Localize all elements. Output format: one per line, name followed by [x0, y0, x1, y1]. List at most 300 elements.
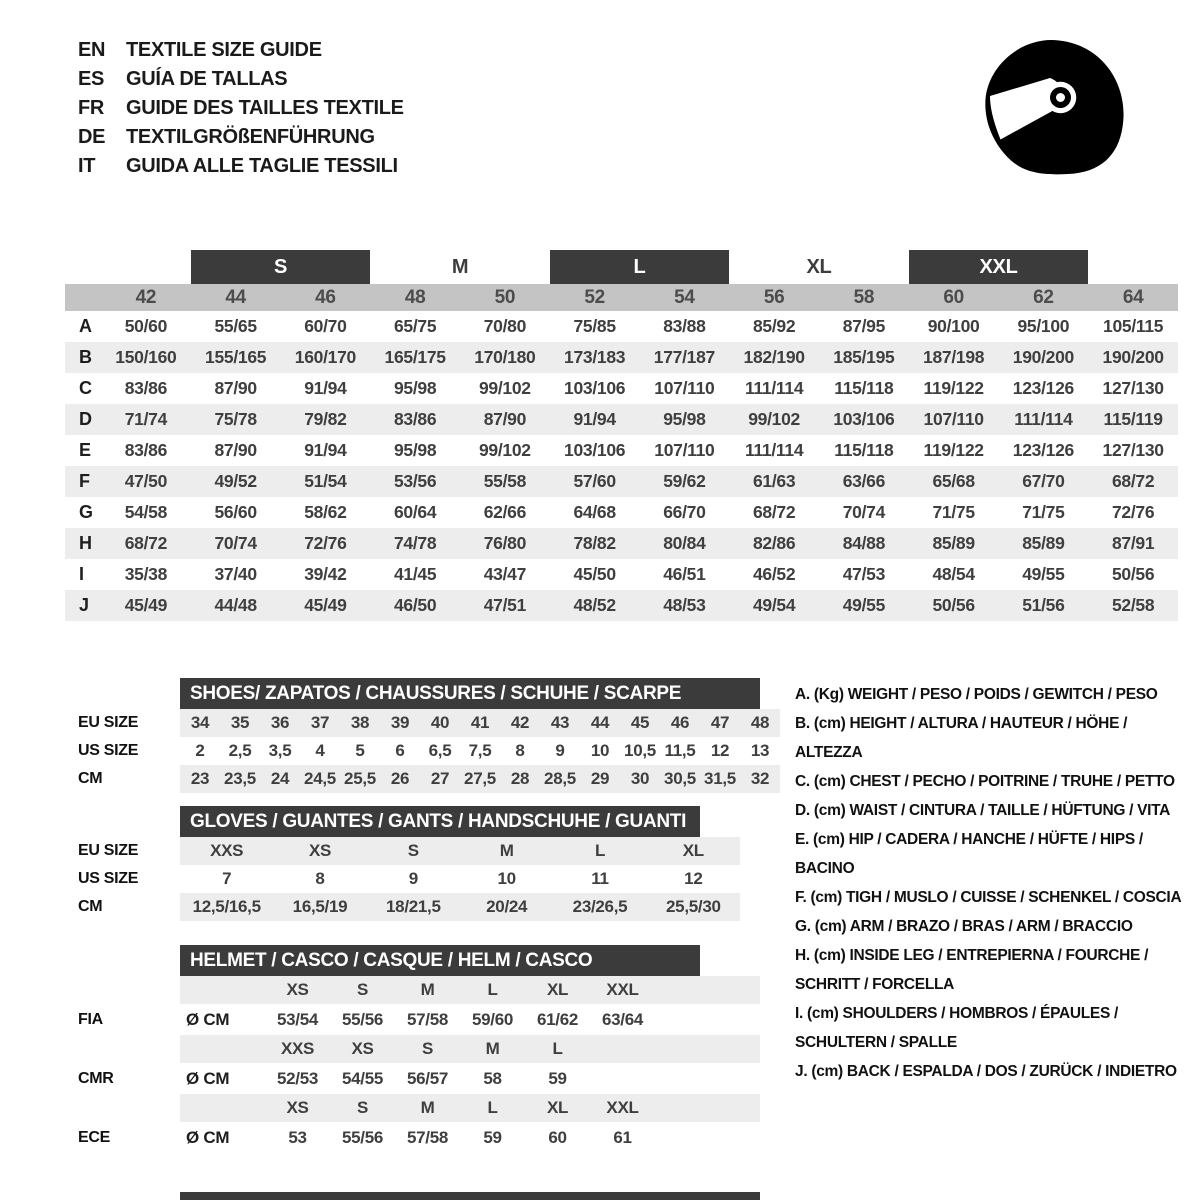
size-value-cell: 51/56 [1022, 595, 1065, 615]
shoes-eu-size: 45 [630, 713, 650, 732]
numeric-size: 42 [135, 286, 157, 308]
size-value-cell: 87/90 [214, 440, 257, 460]
size-value-cell: 60/64 [393, 502, 437, 522]
shoes-eu-size: 38 [350, 713, 370, 732]
helmet-size-label: M [485, 1039, 500, 1058]
size-value-cell: 65/68 [932, 471, 975, 491]
size-table-row [65, 590, 1178, 621]
size-value-cell: 71/74 [124, 409, 168, 429]
helmet-section [78, 945, 760, 1153]
size-value-cell: 71/75 [932, 502, 975, 522]
helmet-rows [78, 976, 760, 1153]
shoes-us-size: 5 [355, 741, 365, 760]
gloves-us-size: 7 [222, 869, 232, 888]
size-value-cell: 44/48 [214, 595, 257, 615]
helmet-value-cell: 59 [483, 1127, 502, 1147]
size-value-cell: 70/80 [483, 316, 527, 336]
shoes-eu-size: 46 [670, 713, 690, 732]
size-value-cell: 49/54 [752, 595, 796, 615]
helmet-value-cell: 59 [548, 1068, 567, 1088]
shoes-cm-value: 24,5 [304, 769, 336, 788]
size-value-cell: 91/94 [304, 378, 347, 398]
size-value-cell: 41/45 [393, 564, 437, 584]
helmet-size-label: S [356, 980, 369, 999]
size-table-row [65, 342, 1178, 373]
size-value-cell: 72/76 [1111, 502, 1155, 522]
shoes-eu-size: 39 [390, 713, 410, 732]
helmet-size-label: XL [546, 980, 569, 999]
shoes-us-size: 8 [515, 741, 525, 760]
row-letter: B [79, 347, 92, 367]
size-value-cell: 90/100 [927, 316, 980, 336]
helmet-values-grid [180, 1004, 760, 1035]
size-value-cell: 65/75 [393, 316, 437, 336]
size-value-cell: 155/165 [205, 347, 267, 367]
size-value-cell: 87/90 [483, 409, 527, 429]
size-value-cell: 46/52 [752, 564, 796, 584]
gloves-title-bar: GLOVES / GUANTES / GANTS / HANDSCHUHE / GUANTI [180, 806, 700, 837]
size-value-cell: 115/119 [1103, 409, 1163, 429]
size-value-cell: 47/50 [124, 471, 168, 491]
legend-item: J. (cm) BACK / ESPALDA / DOS / ZURÜCK / INDIETRO [795, 1063, 1177, 1080]
spacer [78, 1035, 180, 1063]
shoes-us-size: 10 [590, 741, 610, 760]
gloves-cm-value: 16,5/19 [292, 897, 348, 916]
lang-title: GUIDE DES TAILLES TEXTILE [126, 97, 404, 119]
helmet-values-grid [180, 1122, 760, 1153]
gloves-eu-row [78, 837, 740, 865]
size-value-cell: 49/52 [214, 471, 257, 491]
helmet-size-label: L [487, 980, 498, 999]
size-table-row [65, 373, 1178, 404]
shoes-eu-label: EU SIZE [78, 714, 139, 731]
size-value-cell: 55/58 [483, 471, 527, 491]
shoes-cm-value: 28 [510, 769, 530, 788]
size-value-cell: 115/118 [834, 440, 894, 460]
helmet-size-label: M [420, 980, 435, 999]
helmet-value-cell: 60 [548, 1127, 567, 1147]
lang-row-en [78, 36, 404, 65]
shoes-cm-row [78, 765, 780, 793]
size-value-cell: 51/54 [304, 471, 347, 491]
size-value-cell: 47/51 [483, 595, 527, 615]
helmet-sizes-grid [180, 1035, 760, 1063]
size-value-cell: 78/82 [573, 533, 616, 553]
size-value-cell: 119/122 [923, 378, 984, 398]
size-value-cell: 43/47 [483, 564, 527, 584]
size-value-cell: 67/70 [1022, 471, 1065, 491]
size-value-cell: 127/130 [1102, 440, 1164, 460]
shoes-eu-size: 40 [430, 713, 450, 732]
size-value-cell: 83/88 [663, 316, 706, 336]
helmet-sizes-grid [180, 976, 760, 1004]
size-value-cell: 68/72 [124, 533, 168, 553]
size-value-cell: 50/60 [124, 316, 168, 336]
size-value-cell: 119/122 [923, 440, 984, 460]
helmet-size-label: M [420, 1098, 435, 1117]
size-value-cell: 165/175 [384, 347, 446, 367]
size-value-cell: 50/56 [1111, 564, 1155, 584]
helmet-values-row [78, 1004, 760, 1035]
size-value-cell: 111/114 [744, 378, 804, 398]
size-value-cell: 49/55 [1022, 564, 1065, 584]
helmet-title-bar: HELMET / CASCO / CASQUE / HELM / CASCO [180, 945, 700, 976]
size-value-cell: 68/72 [1111, 471, 1155, 491]
helmet-value-cell: 59/60 [471, 1009, 514, 1029]
size-value-cell: 61/63 [752, 471, 796, 491]
gloves-us-row [78, 865, 740, 893]
legend-item: E. (cm) HIP / CADERA / HANCHE / HÜFTE / HIPS / BACINO [795, 831, 1143, 877]
size-value-cell: 187/198 [923, 347, 985, 367]
shoes-us-size: 11,5 [664, 741, 696, 760]
shoes-cm-value: 27,5 [464, 769, 496, 788]
size-value-cell: 123/126 [1012, 378, 1074, 398]
size-value-cell: 87/95 [842, 316, 886, 336]
size-value-cell: 87/91 [1111, 533, 1155, 553]
shoes-eu-size: 42 [510, 713, 530, 732]
spacer [78, 1094, 180, 1122]
helmet-value-cell: 55/56 [341, 1009, 384, 1029]
numeric-size: 48 [404, 286, 426, 308]
size-band-s: S [191, 250, 371, 284]
size-value-cell: 74/78 [393, 533, 437, 553]
size-value-cell: 39/42 [304, 564, 347, 584]
size-value-cell: 46/51 [663, 564, 706, 584]
numeric-size: 54 [674, 286, 695, 308]
gloves-cm-value: 23/26,5 [572, 897, 628, 916]
standard-label-fia: FIA [78, 1010, 103, 1028]
size-table-row [65, 404, 1178, 435]
helmet-size-label: L [487, 1098, 498, 1117]
size-value-cell: 85/89 [1022, 533, 1065, 553]
spacer [78, 806, 180, 837]
size-value-cell: 58/62 [304, 502, 347, 522]
spacer [78, 678, 180, 709]
size-band-m: M [451, 255, 469, 278]
size-value-cell: 95/98 [393, 378, 437, 398]
size-value-cell: 45/49 [124, 595, 168, 615]
size-value-cell: 64/68 [573, 502, 616, 522]
size-value-cell: 52/58 [1111, 595, 1155, 615]
lang-row-de [78, 123, 404, 152]
size-value-cell: 150/160 [115, 347, 177, 367]
helmet-sizes-grid [180, 1094, 760, 1122]
size-value-cell: 56/60 [214, 502, 257, 522]
helmet-values-row [78, 1063, 760, 1094]
size-value-cell: 85/92 [752, 316, 796, 336]
lang-row-es [78, 65, 404, 94]
shoes-us-size: 10,5 [624, 741, 656, 760]
shoes-cm-label: CM [78, 770, 103, 787]
gloves-eu-size: XS [308, 841, 332, 860]
size-value-cell: 57/60 [573, 471, 616, 491]
helmet-size-label: L [552, 1039, 563, 1058]
row-letter: F [79, 471, 90, 491]
row-letter: A [79, 316, 92, 336]
size-value-cell: 182/190 [743, 347, 805, 367]
numeric-size: 60 [943, 286, 964, 308]
helmet-size-label: XS [286, 980, 309, 999]
numeric-size: 56 [763, 286, 785, 308]
size-value-cell: 76/80 [483, 533, 527, 553]
size-value-cell: 48/54 [932, 564, 975, 584]
size-value-cell: 49/55 [842, 595, 886, 615]
standard-label-cmr: CMR [78, 1069, 114, 1087]
size-value-cell: 107/110 [654, 378, 715, 398]
size-value-cell: 99/102 [479, 440, 531, 460]
size-value-cell: 99/102 [748, 409, 800, 429]
row-letter: H [79, 533, 92, 553]
gloves-us-size: 9 [408, 869, 418, 888]
helmet-size-label: XL [546, 1098, 569, 1117]
shoes-eu-size: 35 [230, 713, 250, 732]
gloves-header-row [78, 806, 740, 837]
spacer [78, 945, 180, 976]
numeric-sizes-bar [65, 284, 1178, 311]
lang-code: EN [78, 39, 106, 61]
shoes-us-size: 3,5 [268, 741, 292, 760]
size-value-cell: 55/65 [214, 316, 257, 336]
size-value-cell: 79/82 [304, 409, 347, 429]
standard-label-ece: ECE [78, 1128, 110, 1146]
size-table-row [65, 559, 1178, 590]
size-value-cell: 72/76 [304, 533, 347, 553]
size-value-cell: 66/70 [663, 502, 706, 522]
size-value-cell: 91/94 [573, 409, 616, 429]
shoes-cm-value: 26 [390, 769, 410, 788]
shoes-us-size: 2 [195, 741, 205, 760]
helmet-value-cell: 57/58 [406, 1009, 449, 1029]
racing-helmet-icon [972, 28, 1137, 193]
numeric-size: 44 [225, 286, 246, 308]
shoes-cm-value: 27 [430, 769, 450, 788]
helmet-value-cell: 52/53 [276, 1068, 319, 1088]
size-value-cell: 87/90 [214, 378, 257, 398]
shoes-us-size: 12 [710, 741, 730, 760]
gloves-us-size: 8 [315, 869, 325, 888]
shoes-eu-size: 48 [750, 713, 770, 732]
shoes-cm-value: 30 [630, 769, 650, 788]
shoes-us-size: 9 [555, 741, 565, 760]
shoes-cm-value: 23 [190, 769, 210, 788]
shoes-eu-size: 36 [270, 713, 290, 732]
numeric-size: 64 [1122, 286, 1144, 308]
size-value-cell: 37/40 [214, 564, 257, 584]
main-table-rows [65, 311, 1178, 621]
size-value-cell: 45/50 [573, 564, 616, 584]
gloves-us-size: 12 [684, 869, 703, 888]
size-value-cell: 95/98 [663, 409, 706, 429]
size-value-cell: 71/75 [1022, 502, 1065, 522]
size-value-cell: 85/89 [932, 533, 975, 553]
shoes-cm-value: 24 [270, 769, 290, 788]
shoes-cm-value: 25,5 [344, 769, 376, 788]
row-letter: E [79, 440, 91, 460]
shoes-us-size: 4 [315, 741, 325, 760]
size-value-cell: 46/50 [393, 595, 437, 615]
size-value-cell: 63/66 [842, 471, 886, 491]
size-table-row [65, 311, 1178, 342]
gloves-cm-value: 12,5/16,5 [192, 897, 261, 916]
shoes-us-size: 7,5 [468, 741, 492, 760]
size-value-cell: 83/86 [393, 409, 437, 429]
gloves-cm-label: CM [78, 898, 103, 915]
spacer [78, 976, 180, 1004]
size-value-cell: 115/118 [834, 378, 894, 398]
gloves-eu-size: XL [682, 841, 704, 860]
helmet-header-row [78, 945, 760, 976]
size-band-row [65, 250, 1178, 284]
shoes-us-values [180, 737, 780, 765]
helmet-size-label: XS [351, 1039, 374, 1058]
shoes-title-bar: SHOES/ ZAPATOS / CHAUSSURES / SCHUHE / SCARPE [180, 678, 760, 709]
size-value-cell: 185/195 [833, 347, 895, 367]
size-value-cell: 177/187 [653, 347, 715, 367]
legend-item: D. (cm) WAIST / CINTURA / TAILLE / HÜFTUNG / VITA [795, 802, 1171, 819]
legend-item: H. (cm) INSIDE LEG / ENTREPIERNA / FOURCHE / SCHRITT / FORCELLA [795, 947, 1149, 993]
gloves-cm-row [78, 893, 740, 921]
legend-item: I. (cm) SHOULDERS / HOMBROS / ÉPAULES / SCHULTERN / SPALLE [795, 1005, 1119, 1051]
helmet-value-cell: 61/62 [536, 1009, 579, 1029]
unit-label: Ø CM [186, 1068, 230, 1088]
size-value-cell: 107/110 [654, 440, 715, 460]
legend-item: G. (cm) ARM / BRAZO / BRAS / ARM / BRACCIO [795, 918, 1133, 935]
size-value-cell: 95/100 [1017, 316, 1070, 336]
shoes-us-size: 13 [750, 741, 770, 760]
shoes-eu-size: 43 [550, 713, 570, 732]
lang-row-fr [78, 94, 404, 123]
shoes-us-row [78, 737, 780, 765]
size-value-cell: 50/56 [932, 595, 975, 615]
gloves-eu-size: S [407, 841, 419, 860]
gloves-us-label: US SIZE [78, 870, 139, 887]
legend-item: B. (cm) HEIGHT / ALTURA / HAUTEUR / HÖHE / ALTEZZA [795, 715, 1128, 761]
size-value-cell: 35/38 [124, 564, 168, 584]
helmet-value-cell: 53/54 [276, 1009, 319, 1029]
gloves-eu-size: M [499, 841, 514, 860]
size-value-cell: 75/85 [573, 316, 616, 336]
measurement-legend [795, 680, 1187, 1086]
lang-row-it [78, 152, 404, 181]
shoes-us-size: 6,5 [428, 741, 452, 760]
shoes-eu-size: 47 [710, 713, 730, 732]
numeric-size: 46 [315, 286, 336, 308]
gloves-section [78, 806, 740, 921]
row-letter: C [79, 378, 92, 398]
shoes-cm-value: 30,5 [664, 769, 696, 788]
unit-label: Ø CM [186, 1127, 230, 1147]
helmet-size-label: XXL [606, 1098, 639, 1117]
helmet-size-label: S [356, 1098, 369, 1117]
size-value-cell: 123/126 [1012, 440, 1074, 460]
size-value-cell: 80/84 [663, 533, 706, 553]
size-band-l: L [550, 250, 730, 284]
size-value-cell: 83/86 [124, 440, 168, 460]
gloves-us-values [180, 865, 740, 893]
size-table-row [65, 435, 1178, 466]
shoes-cm-value: 31,5 [704, 769, 736, 788]
lang-code: IT [78, 155, 96, 177]
gloves-cm-value: 18/21,5 [386, 897, 441, 916]
unit-label: Ø CM [186, 1009, 230, 1029]
size-value-cell: 68/72 [752, 502, 796, 522]
numeric-size: 50 [494, 286, 516, 308]
main-size-table [65, 250, 1178, 621]
helmet-values-row [78, 1122, 760, 1153]
size-value-cell: 59/62 [663, 471, 706, 491]
row-letter: I [79, 564, 84, 584]
shoes-us-label: US SIZE [78, 742, 139, 759]
gloves-us-size: 10 [497, 869, 516, 888]
shoes-cm-values [180, 765, 780, 793]
shoes-eu-size: 37 [310, 713, 330, 732]
shoes-header-row [78, 678, 780, 709]
size-value-cell: 47/53 [842, 564, 886, 584]
size-value-cell: 107/110 [923, 409, 984, 429]
gloves-eu-values [180, 837, 740, 865]
size-value-cell: 54/58 [124, 502, 168, 522]
helmet-size-label: XS [286, 1098, 309, 1117]
helmet-value-cell: 61 [613, 1127, 632, 1147]
gloves-us-size: 11 [591, 869, 609, 888]
helmet-size-label: XXS [280, 1039, 315, 1058]
size-table-row [65, 466, 1178, 497]
helmet-value-cell: 54/55 [341, 1068, 384, 1088]
size-band-xxl: XXL [909, 250, 1089, 284]
shoes-cm-value: 28,5 [544, 769, 576, 788]
size-value-cell: 95/98 [393, 440, 437, 460]
shoes-section [78, 678, 780, 793]
shoes-eu-row [78, 709, 780, 737]
lang-title: GUIDA ALLE TAGLIE TESSILI [126, 155, 398, 177]
shoes-us-size: 6 [395, 741, 405, 760]
gloves-eu-size: XXS [210, 841, 244, 860]
size-value-cell: 83/86 [124, 378, 168, 398]
lang-title: TEXTILE SIZE GUIDE [126, 39, 322, 61]
row-letter: J [79, 595, 89, 615]
helmet-size-label: S [421, 1039, 434, 1058]
size-value-cell: 105/115 [1103, 316, 1164, 336]
legend-item: F. (cm) TIGH / MUSLO / CUISSE / SCHENKEL / COSCIA [795, 889, 1182, 906]
size-value-cell: 75/78 [214, 409, 257, 429]
helmet-value-cell: 56/57 [406, 1068, 449, 1088]
shoes-eu-values [180, 709, 780, 737]
helmet-value-cell: 58 [483, 1068, 502, 1088]
size-value-cell: 173/183 [564, 347, 626, 367]
size-value-cell: 53/56 [393, 471, 437, 491]
helmet-size-label: XXL [606, 980, 639, 999]
size-value-cell: 111/114 [1014, 409, 1073, 429]
helmet-sizes-row [78, 1035, 760, 1063]
lang-code: ES [78, 68, 105, 90]
size-value-cell: 103/106 [564, 440, 626, 460]
legend-item: C. (cm) CHEST / PECHO / POITRINE / TRUHE / PETTO [795, 773, 1175, 790]
size-value-cell: 190/200 [1012, 347, 1074, 367]
size-value-cell: 127/130 [1102, 378, 1164, 398]
helmet-value-cell: 63/64 [601, 1009, 644, 1029]
size-value-cell: 45/49 [304, 595, 347, 615]
row-letter: D [79, 409, 92, 429]
size-value-cell: 190/200 [1102, 347, 1164, 367]
shoes-us-size: 2,5 [228, 741, 252, 760]
shoes-cm-value: 32 [750, 769, 770, 788]
size-value-cell: 82/86 [752, 533, 796, 553]
size-value-cell: 111/114 [744, 440, 804, 460]
size-value-cell: 70/74 [842, 502, 886, 522]
size-band-xl: XL [806, 255, 832, 278]
lang-title: GUÍA DE TALLAS [126, 68, 288, 90]
size-value-cell: 160/170 [294, 347, 356, 367]
